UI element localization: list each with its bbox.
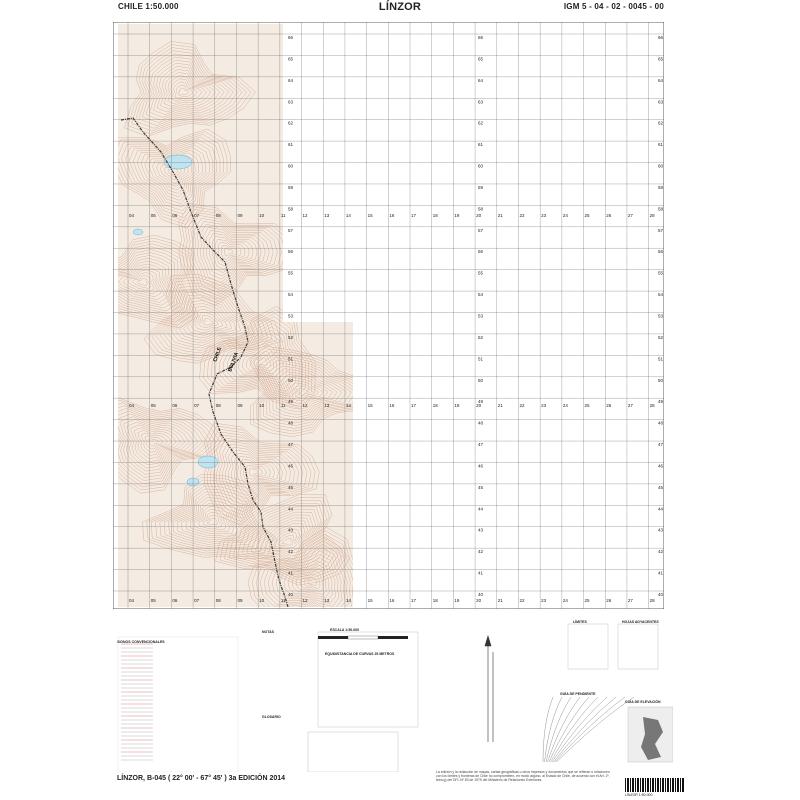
grid-label-northing: 44: [478, 506, 484, 512]
grid-label-northing: 55: [288, 270, 294, 276]
grid-label-easting: 27: [627, 213, 633, 218]
grid-label-easting: 11: [280, 213, 286, 218]
grid-label-northing: 45: [658, 484, 664, 490]
lake: [164, 155, 192, 169]
grid-label-northing: 57: [478, 227, 484, 233]
grid-label-northing: 65: [288, 56, 294, 62]
grid-label-northing: 49: [658, 399, 664, 405]
grid-label-northing: 52: [658, 334, 664, 340]
grid-label-easting: 20: [476, 213, 482, 218]
grid-label-northing: 53: [288, 313, 294, 319]
grid-label-easting: 23: [541, 403, 547, 408]
grid-label-northing: 51: [658, 356, 664, 362]
grid-label-northing: 41: [478, 570, 484, 576]
grid-label-northing: 60: [288, 163, 294, 169]
grid-label-northing: 52: [288, 334, 294, 340]
grid-label-northing: 62: [288, 120, 294, 126]
grid-label-northing: 44: [288, 506, 294, 512]
grid-label-easting: 11: [280, 598, 286, 603]
grid-label-easting: 26: [606, 403, 612, 408]
grid-label-northing: 54: [658, 292, 664, 298]
grid-label-northing: 64: [478, 77, 484, 83]
grid-label-easting: 07: [194, 598, 200, 603]
marginal-graphics: [113, 612, 673, 772]
grid-label-easting: 09: [237, 213, 243, 218]
grid-label-easting: 10: [259, 403, 265, 408]
grid-label-northing: 45: [478, 484, 484, 490]
grid-label-northing: 48: [478, 420, 484, 426]
grid-label-easting: 15: [367, 213, 373, 218]
grid-label-easting: 28: [649, 403, 655, 408]
grid-label-easting: 21: [497, 403, 503, 408]
grid-label-easting: 18: [432, 403, 438, 408]
grid-label-easting: 25: [584, 213, 590, 218]
grid-label-northing: 62: [478, 120, 484, 126]
grid-label-easting: 11: [280, 403, 286, 408]
slope-curve: [557, 697, 635, 762]
grid-label-easting: 19: [454, 213, 460, 218]
country-label-chile: CHILE: [212, 346, 224, 363]
grid-label-northing: 55: [658, 270, 664, 276]
elevation-guide-heading: GUÍA DE ELEVACIÓN: [625, 700, 661, 704]
grid-label-northing: 66: [658, 35, 664, 40]
grid-label-northing: 61: [478, 142, 484, 148]
map-title: LÍNZOR: [378, 1, 422, 13]
grid-label-easting: 12: [302, 213, 308, 218]
grid-label-easting: 08: [215, 213, 221, 218]
grid-label-northing: 49: [288, 399, 294, 405]
grid-label-easting: 23: [541, 598, 547, 603]
legal-note: La edición y la redacción de mapas, cartas geográficas u otros impresos y documentos que se refieran o relacionen con los límites y fronteras de Chile no comprometen, en modo alguno, al Estado de Chile, de acuerdo con el Art. 2º, letra g) del DFL Nº 83 de 1979 del Ministerio de Relaciones Exteriores.: [436, 770, 610, 783]
grid-label-easting: 13: [324, 598, 330, 603]
grid-label-easting: 26: [606, 598, 612, 603]
grid-label-northing: 56: [288, 249, 294, 255]
grid-label-northing: 66: [288, 35, 294, 40]
grid-label-easting: 22: [519, 213, 525, 218]
grid-label-easting: 19: [454, 598, 460, 603]
sheet-id: IGM 5 - 04 - 02 - 0045 - 00: [563, 2, 664, 11]
grid-label-easting: 09: [237, 598, 243, 603]
grid-label-easting: 10: [259, 213, 265, 218]
map-scale-header: CHILE 1:50.000: [118, 2, 179, 11]
grid-label-northing: 66: [478, 35, 484, 40]
grid-label-easting: 25: [584, 598, 590, 603]
grid-label-northing: 64: [658, 77, 664, 83]
grid-label-northing: 63: [658, 99, 664, 105]
grid-label-easting: 23: [541, 213, 547, 218]
scale-bar-label: ESCALA 1:50.000: [330, 628, 360, 632]
grid-label-northing: 45: [288, 484, 294, 490]
slope-curve: [554, 697, 617, 762]
grid-label-northing: 65: [658, 56, 664, 62]
barcode-text: LÍNZOR 1:50.000: [625, 793, 653, 797]
grid-label-northing: 62: [658, 120, 664, 126]
grid-label-easting: 20: [476, 403, 482, 408]
grid-label-easting: 17: [411, 403, 417, 408]
grid-label-easting: 07: [194, 213, 200, 218]
grid-label-easting: 22: [519, 598, 525, 603]
grid-label-northing: 46: [288, 463, 294, 469]
grid-label-northing: 61: [658, 142, 664, 148]
grid-label-northing: 49: [478, 399, 484, 405]
grid-label-easting: 08: [215, 403, 221, 408]
grid-label-northing: 53: [658, 313, 664, 319]
grid-label-northing: 48: [288, 420, 294, 426]
grid-label-easting: 28: [649, 213, 655, 218]
grid-label-northing: 63: [288, 99, 294, 105]
grid-label-easting: 27: [627, 598, 633, 603]
grid-label-northing: 47: [658, 442, 664, 448]
grid-label-northing: 43: [288, 527, 294, 533]
limits-heading: LÍMITES: [573, 620, 587, 624]
grid-label-easting: 16: [389, 598, 395, 603]
grid-label-northing: 56: [478, 249, 484, 255]
grid-label-northing: 47: [478, 442, 484, 448]
grid-label-easting: 13: [324, 213, 330, 218]
grid-label-northing: 58: [658, 206, 664, 212]
grid-label-easting: 07: [194, 403, 200, 408]
grid-label-northing: 40: [478, 592, 484, 598]
grid-label-northing: 65: [478, 56, 484, 62]
grid-label-easting: 10: [259, 598, 265, 603]
grid-label-easting: 16: [389, 403, 395, 408]
barcode: [625, 778, 685, 792]
grid-label-easting: 14: [345, 403, 351, 408]
grid-label-easting: 21: [497, 598, 503, 603]
grid-label-northing: 44: [658, 506, 664, 512]
grid-label-northing: 55: [478, 270, 484, 276]
grid-label-northing: 53: [478, 313, 484, 319]
grid-label-easting: 22: [519, 403, 525, 408]
grid-label-easting: 05: [150, 213, 156, 218]
grid-label-easting: 19: [454, 403, 460, 408]
grid-label-northing: 42: [288, 549, 294, 555]
lake: [133, 229, 143, 235]
grid-label-easting: 16: [389, 213, 395, 218]
grid-label-easting: 18: [432, 598, 438, 603]
legend-heading: SIGNOS CONVENCIONALES: [117, 640, 165, 644]
grid-label-easting: 24: [562, 403, 568, 408]
grid-label-northing: 43: [478, 527, 484, 533]
grid-label-easting: 15: [367, 598, 373, 603]
grid-label-easting: 24: [562, 598, 568, 603]
grid-label-northing: 40: [658, 592, 664, 598]
slope-curve: [545, 697, 563, 762]
glossary-heading: GLOSARIO: [262, 715, 281, 719]
grid-label-easting: 06: [172, 213, 178, 218]
grid-label-easting: 06: [172, 403, 178, 408]
grid-label-northing: 58: [288, 206, 294, 212]
grid-label-northing: 59: [478, 184, 484, 190]
grid-label-easting: 09: [237, 403, 243, 408]
grid-label-northing: 46: [658, 463, 664, 469]
grid-label-northing: 54: [478, 292, 484, 298]
grid-label-easting: 12: [302, 598, 308, 603]
slope-curve: [549, 697, 589, 762]
grid-label-easting: 21: [497, 213, 503, 218]
country-label-bolivia: BOLIVIA: [227, 351, 240, 373]
grid-label-northing: 50: [288, 377, 294, 383]
adjacent-sheets-heading: HOJAS ADYACENTES: [622, 620, 659, 624]
grid-label-easting: 28: [649, 598, 655, 603]
grid-label-easting: 04: [129, 598, 135, 603]
grid-label-northing: 57: [288, 227, 294, 233]
grid-label-easting: 14: [345, 598, 351, 603]
grid-label-easting: 24: [562, 213, 568, 218]
grid-label-northing: 43: [658, 527, 664, 533]
grid-label-northing: 60: [478, 163, 484, 169]
map-canvas[interactable]: [113, 22, 664, 609]
grid-label-easting: 04: [129, 403, 135, 408]
grid-label-northing: 61: [288, 142, 294, 148]
grid-label-northing: 51: [288, 356, 294, 362]
grid-label-northing: 58: [478, 206, 484, 212]
grid-label-northing: 41: [288, 570, 294, 576]
grid-label-northing: 50: [658, 377, 664, 383]
slope-guide-heading: GUÍA DE PENDIENTE: [560, 692, 596, 696]
grid-label-northing: 50: [478, 377, 484, 383]
grid-label-northing: 60: [658, 163, 664, 169]
grid-label-easting: 13: [324, 403, 330, 408]
grid-label-easting: 12: [302, 403, 308, 408]
grid-label-northing: 56: [658, 249, 664, 255]
grid-label-easting: 14: [345, 213, 351, 218]
grid-label-easting: 18: [432, 213, 438, 218]
grid-label-northing: 42: [478, 549, 484, 555]
grid-label-easting: 06: [172, 598, 178, 603]
equidistance-label: EQUIDISTANCIA DE CURVAS 25 METROS: [325, 652, 395, 656]
grid-label-northing: 46: [478, 463, 484, 469]
grid-label-easting: 25: [584, 403, 590, 408]
grid-label-northing: 57: [658, 227, 664, 233]
grid-label-northing: 64: [288, 77, 294, 83]
grid-label-northing: 63: [478, 99, 484, 105]
grid-label-northing: 48: [658, 420, 664, 426]
grid-label-easting: 17: [411, 213, 417, 218]
grid-label-easting: 17: [411, 598, 417, 603]
edition-title: LÍNZOR, B-045 ( 22° 00' - 67° 45' ) 3a EDICIÓN 2014: [117, 775, 286, 782]
grid-label-easting: 08: [215, 598, 221, 603]
grid-label-easting: 27: [627, 403, 633, 408]
grid-label-easting: 05: [150, 403, 156, 408]
grid-label-northing: 40: [288, 592, 294, 598]
grid-label-northing: 41: [658, 570, 664, 576]
grid-label-easting: 04: [129, 213, 135, 218]
grid-label-easting: 05: [150, 598, 156, 603]
lake: [198, 456, 218, 468]
slope-curve: [543, 697, 553, 762]
grid-label-northing: 59: [288, 184, 294, 190]
grid-label-northing: 51: [478, 356, 484, 362]
grid-label-northing: 52: [478, 334, 484, 340]
grid-label-easting: 15: [367, 403, 373, 408]
grid-label-northing: 59: [658, 184, 664, 190]
grid-label-northing: 47: [288, 442, 294, 448]
grid-label-northing: 42: [658, 549, 664, 555]
slope-curve: [552, 697, 607, 762]
map-frame[interactable]: [113, 22, 664, 609]
notes-heading: NOTAS: [262, 630, 274, 634]
grid-label-easting: 26: [606, 213, 612, 218]
grid-label-northing: 54: [288, 292, 294, 298]
grid-label-easting: 20: [476, 598, 482, 603]
